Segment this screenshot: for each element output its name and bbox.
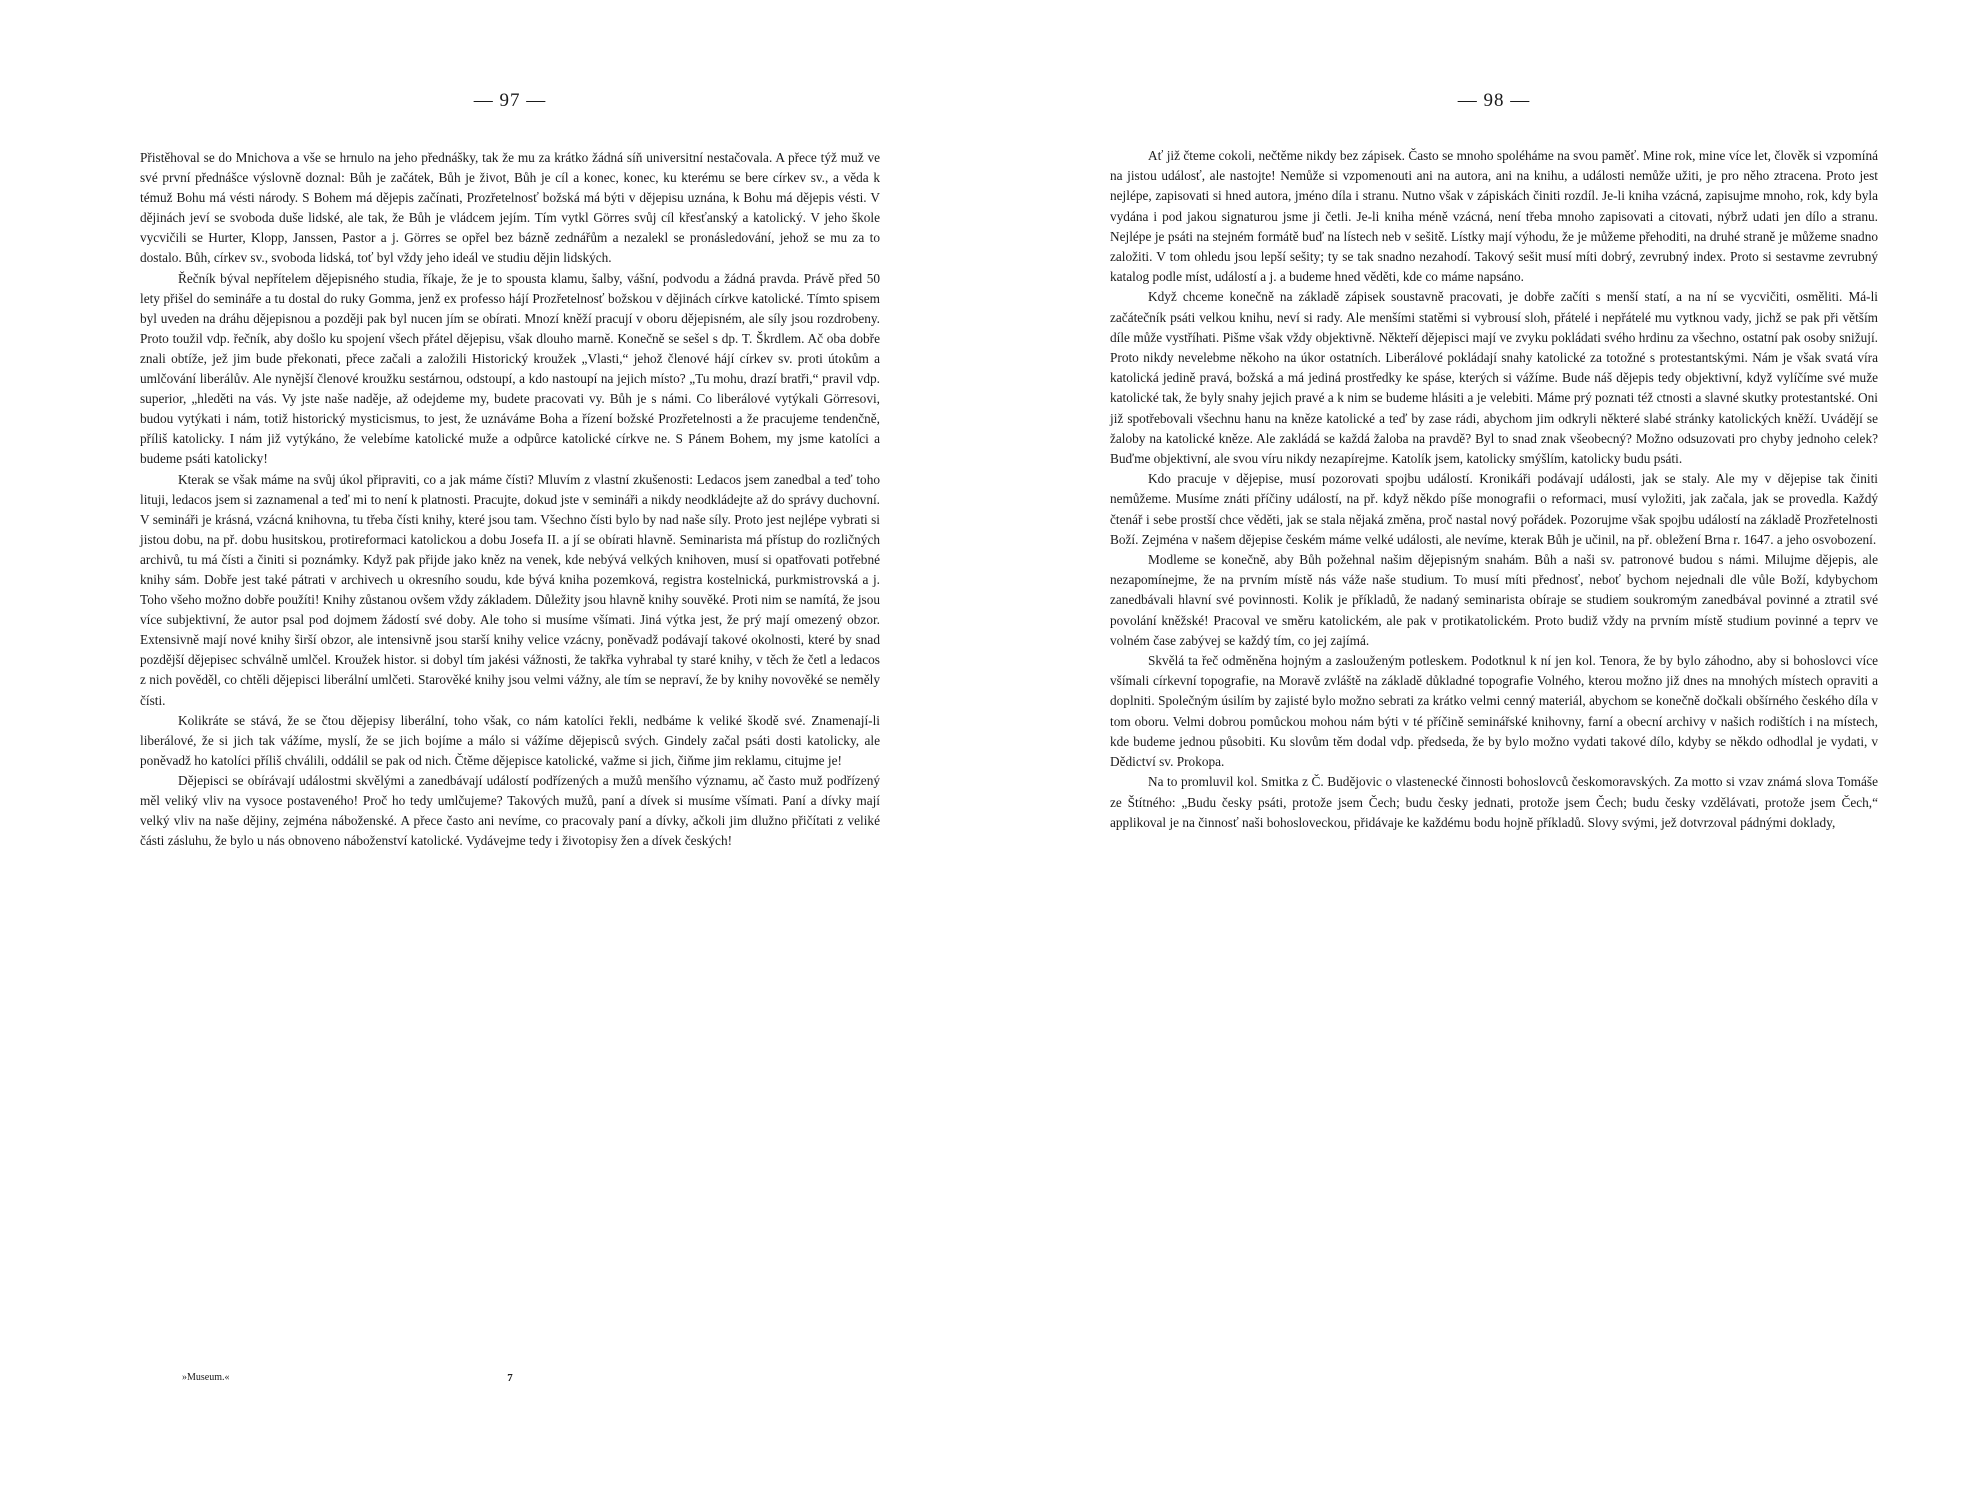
paragraph: Kolikráte se stává, že se čtou dějepisy liberální, toho však, co nám katolíci řekli, nedbáme k veliké škodě své. Znamenají-li liberálové, že si jich tak vážíme, myslí, že se jich bojíme a málo si vážíme dějepisců svých. Gindely začal psáti dosti katolicky, ale poněvadž ho katolíci příliš chválili, oddálil se pak od nich. Čtěme dějepisce katolické, važme si jich, čiňme jim reklamu, citujme je!	[140, 712, 880, 768]
paragraph: Dějepisci se obírávají událostmi skvělými a zanedbávají událostí podřízených a mužů menšího významu, ač často muž podřízený měl veliký vliv na vysoce postaveného! Proč ho tedy umlčujeme? Takových mužů, paní a dívek si musíme všímati. Paní a dívky mají velký vliv na naše dějiny, zejména náboženské. A přece často ani nevíme, co pracovaly paní a dívky, ačkoli jim dlužno přičítati z veliké části zásluhu, že bylo u nás obnoveno náboženství katolické. Vydávejme tedy i životopisy žen a dívek českých!	[140, 772, 880, 849]
right-page	[1110, 0, 1878, 1500]
paragraph: Ať již čteme cokoli, nečtěme nikdy bez zápisek. Často se mnoho spoléháme na svou paměť. Mine rok, mine více let, člověk si vzpomíná na jistou událosť, ale nastojte! Nemůže si vzpomenouti ani na autora, ani na knihu, a události nemůže užiti, je pro něho ztracena. Proto jest nejlépe, zapisovati si hned autora, jméno díla i stranu. Nutno však v zápiskách činiti rozdíl. Je-li kniha vzácná, zapisujme mnoho, rok, kdy byla vydána i pod jakou signaturou jsme ji četli. Je-li kniha méně vzácná, není třeba mnoho zapisovati a citovati, nýbrž udati jen dílo a stranu. Nejlépe je psáti na stejném formátě buď na lístech neb v sešitě. Lístky mají výhodu, že je můžeme přehoditi, na druhé straně je můžeme snadno založiti. V tom ohledu jsou lepší sešity; ty se tak snadno nezahodí. Takový sešit musí míti dobrý, zevrubný index. Proto si sestavme zevrubný katalog podle míst, událostí a j. a budeme hned věděti, kde co máme napsáno.	[1110, 148, 1878, 285]
left-page	[140, 0, 880, 1500]
paragraph: Když chceme konečně na základě zápisek soustavně pracovati, je dobře začíti s menší statí, a na ní se vycvičiti, osměliti. Má-li začátečník psáti velkou knihu, neví si rady. Ale menšími statěmi si vybrousí sloh, přátelé i nepřátelé mu vytknou vady, jichž se pak při větším díle může vystříhati. Pišme však vždy objektivně. Někteří dějepisci mají ve zvyku pokládati svého hrdinu za všechno, ostatní pak osoby snižují. Proto nikdy nevelebme někoho na úkor ostatních. Liberálové pokládají snahy katolické za totožné s protestantskými. Nám je však svatá víra katolická jedině pravá, božská a má jediná prostředky ke spáse, kterých si vážíme. Bude náš dějepis tedy objektivní, když vylíčíme své muže katolické tak, že byly snahy jejich pravé a k nim se budeme hlásiti a je velebiti. Máme prý poznati též ctnosti a slavné skutky protestantské. Oni již spotřebovali všechnu hanu na kněze katolické a teď by zase rádi, abychom jim odkryli některé slabé stránky katolických kněží. Uvádějí se žaloby na katolické kněze. Ale zakládá se každá žaloba na pravdě? Byl to snad znak všeobecný? Možno odsuzovati pro chyby jednoho celek? Buďme objektivní, ale svou víru nikdy nezapírejme. Katolík jsem, katolicky smýšlím, katolicky budu psáti.	[1110, 289, 1878, 467]
paragraph: Přistěhoval se do Mnichova a vše se hrnulo na jeho přednášky, tak že mu za krátko žádná síň universitní nestačovala. A přece týž muž ve své první přednášce výslovně doznal: Bůh je začátek, Bůh je život, Bůh je cíl a konec, konec, ku kterému se bere církev sv., a věda k témuž Bohu má vésti národy. S Bohem má dějepis začínati, Prozřetelnosť božská má býti v dějepisu uznána, k Bohu má dějepis vésti. V dějinách jeví se svoboda duše lidské, ale tak, že Bůh je vládcem jejím. Tím vytkl Görres svůj cíl křesťanský a katolický. V jeho škole vycvičili se Hurter, Klopp, Janssen, Pastor a j. Görres se opřel bez bázně zednářům a nezalekl se pronásledování, jehož se mu za to dostalo. Bůh, církev sv., svoboda lidská, toť byl vždy jeho ideál ve studiu dějin lidských.	[140, 150, 880, 266]
page-number-left: — 97 —	[473, 90, 547, 111]
paragraph: Kdo pracuje v dějepise, musí pozorovati spojbu událostí. Kronikáři podávají události, jak se staly. Ale my v dějepise tak činiti nemůžeme. Musíme znáti příčiny událostí, na př. když někdo píše monografii o reformaci, musí vyložiti, jak začala, jak se provedla. Každý čtenář i sebe prostší chce věděti, jak se stala nějaká změna, proč nastal nový pořádek. Pozorujme však spojbu událostí na základě Prozřetelnosti Boží. Zejména v našem dějepise českém máme velké události, ale nevíme, kterak Bůh je učinil, na př. obležení Brna r. 1647. a jeho osvobození.	[1110, 471, 1878, 547]
paragraph: Řečník býval nepřítelem dějepisného studia, říkaje, že je to spousta klamu, šalby, vášní, podvodu a žádná pravda. Právě před 50 lety přišel do semináře a tu dostal do ruky Gomma, jenž ex professo hájí Prozřetelnosť božskou v dějinách církve katolické. Tímto spisem byl uveden na dráhu dějepisnou a později pak byl nucen jím se obírati. Mnozí kněží pracují v oboru dějepisném, ale síly jsou rozdrobeny. Proto toužil vdp. řečník, aby došlo ku spojení všech přátel dějepisu, však dlouho marně. Konečně se sešel s dp. T. Škrdlem. Ač oba dobře znali obtíže, jež jim bude překonati, přece začali a založili Historický kroužek „Vlasti,“ jehož členové hájí církev sv. proti útokům a umlčování liberálův. Ale nynější členové kroužku sestárnou, odstoupí, a kdo nastoupí na jejich místo? „Tu mohu, drazí bratři,“ pravil vdp. superior, „hleděti na vás. Vy jste naše naděje, až odejdeme my, budete pracovati vy. Bůh je s námi. Co liberálové vytýkali Görresovi, budou vytýkati i nám, totiž historický mysticismus, to jest, že uznáváme Boha a řízení božské Prozřetelnosti a že pracujeme tendenčně, příliš katolicky. I nám již vytýkáno, že velebíme katolické muže a odpůrce katolické církve ne. S Pánem Bohem, my jsme katolíci a budeme psáti katolicky!	[140, 270, 880, 467]
signature-mark: 7	[507, 1372, 513, 1384]
journal-name: »Museum.«	[182, 1372, 230, 1383]
left-page-text	[140, 148, 880, 851]
paragraph: Modleme se konečně, aby Bůh požehnal našim dějepisným snahám. Bůh a naši sv. patronové budou s námi. Milujme dějepis, ale nezapomínejme, že na prvním místě nás váže naše studium. To musí míti přednosť, neboť bychom nejednali dle vůle Boží, kdybychom zanedbávali hlavní své povinnosti. Kolik je příkladů, že nadaný seminarista obíraje se studiem soukromým zanedbával povinné a ztratil své povolání kněžské! Pracoval ve směru katolickém, ale pak v protikatolickém. Proto budiž vždy na prvním místě studium povinné a teprv ve volném čase zabývej se každý tím, co jej zajímá.	[1110, 552, 1878, 648]
left-page-footer	[140, 1372, 880, 1388]
paragraph: Na to promluvil kol. Smitka z Č. Budějovic o vlastenecké činnosti bohoslovců českomoravských. Za motto si vzav známá slova Tomáše ze Štítného: „Budu česky psáti, protože jsem Čech; budu česky jednati, protože jsem Čech; budu česky vzdělávati, protože jsem Čech,“ applikoval je na činnosť naši bohosloveckou, přidávaje ke každému bodu hojně příkladů. Slovy svými, jež dotvrzoval pádnými doklady,	[1110, 774, 1878, 830]
paragraph: Kterak se však máme na svůj úkol připraviti, co a jak máme čísti? Mluvím z vlastní zkušenosti: Ledacos jsem zanedbal a teď toho lituji, ledacos jsem si zaznamenal a teď mi to není k platnosti. Pracujte, dokud jste v semináři a nikdy neodkládejte až do správy duchovní. V semináři je krásná, vzácná knihovna, tu třeba čísti knihy, které jsou tam. Všechno čísti bylo by nad naše síly. Proto jest nejlépe vybrati si jistou dobu, na př. dobu husitskou, protireformaci katolickou a dobu Josefa II. a jí se obírati hlavně. Seminarista má přístup do rozličných archivů, tu má čísti a činiti si poznámky. Když pak přijde jako kněz na venek, kde nebývá velkých knihoven, musí si opatřovati potřebné knihy sám. Dobře jest také pátrati v archivech u okresního soudu, kde bývá kniha pozemková, registra kostelnická, purkmistrovská a j. Toho všeho možno dobře použíti! Knihy zůstanou ovšem vždy základem. Důležity jsou hlavně knihy souvěké. Proti nim se namítá, že jsou více subjektivní, že autor psal pod dojmem žádostí své doby. Ale toho si musíme všímati. Jiná výtka jest, že prý mají omezený obzor. Extensivně mají nové knihy širší obzor, ale intensivně jsou starší knihy velice vzácny, poněvadž podávají takové okolnosti, které by snad pozdější dějepisec schválně umlčel. Kroužek histor. si dobyl tím jakési vážnosti, že takřka vyhrabal ty staré knihy, v těch že četl a ledacos z nich pověděl, co chtěli dějepisci liberální umlčeti. Starověké knihy jsou velmi vážny, ale tím se nepraví, že by knihy novověké se neměly čísti.	[140, 471, 880, 708]
paragraph: Skvělá ta řeč odměněna hojným a zaslouženým potleskem. Podotknul k ní jen kol. Tenora, že by bylo záhodno, aby si bohoslovci více všímali církevní topografie, na Moravě zvláště na základě důkladné topografie Volného, kterou možno již dnes na mnohých místech opraviti a doplniti. Společným úsilím by zajisté bylo možno sebrati za krátko velmi cenný materiál, abychom se konečně dočkali obšírného českého díla v tom oboru. Velmi dobrou pomůckou mohou nám býti v té příčině seminářské knihovny, farní a obecní archivy v našich rodištích i na místech, kde budeme jednou působiti. Ku slovům těm dodal vdp. předseda, že by bylo možno vydati takové dílo, kdyby se někdo odhodlal je vydati, v Dědictví sv. Prokopa.	[1110, 653, 1878, 770]
right-page-text	[1110, 146, 1878, 833]
page-number-right: — 98 —	[1457, 90, 1531, 111]
